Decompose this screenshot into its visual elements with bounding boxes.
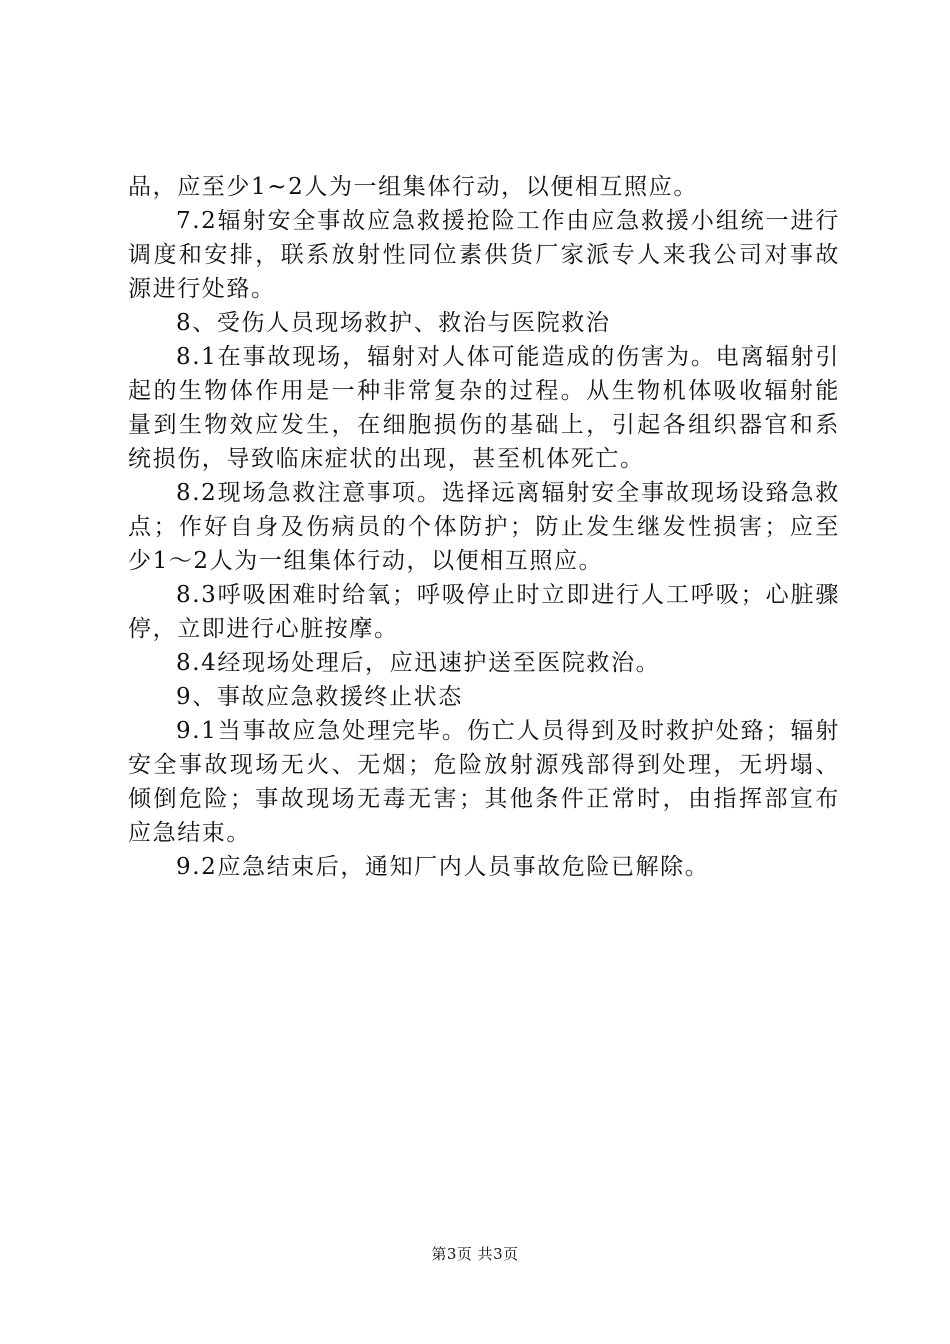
paragraph-8-1: 8.1在事故现场，辐射对人体可能造成的伤害为。电离辐射引起的生物体作用是一种非常复杂的过程。从生物机体吸收辐射能量到生物效应发生，在细胞损伤的基础上，引起各组织器官和系统损伤，导致临床症状的出现，甚至机体死亡。	[128, 344, 840, 472]
paragraph-continuation: 品，应至少1~2人为一组集体行动，以便相互照应。	[128, 174, 698, 200]
section-heading-8: 8、受伤人员现场救护、救治与医院救治	[176, 310, 611, 336]
paragraph-8-4: 8.4经现场处理后，应迅速护送至医院救治。	[176, 650, 661, 676]
section-heading-9: 9、事故应急救援终止状态	[176, 684, 463, 710]
paragraph-8-3: 8.3呼吸困难时给氧；呼吸停止时立即进行人工呼吸；心脏骤停，立即进行心脏按摩。	[128, 582, 840, 642]
paragraph-8-2: 8.2现场急救注意事项。选择远离辐射安全事故现场设臵急救点；作好自身及伤病员的个体防护；防止发生继发性损害；应至少1～2人为一组集体行动，以便相互照应。	[128, 480, 840, 574]
paragraph-9-2: 9.2应急结束后，通知厂内人员事故危险已解除。	[176, 854, 710, 880]
paragraph-7-2: 7.2辐射安全事故应急救援抢险工作由应急救援小组统一进行调度和安排，联系放射性同位素供货厂家派专人来我公司对事故源进行处臵。	[128, 208, 840, 302]
page-number-footer: 第3页 共3页	[431, 1245, 519, 1263]
document-body	[128, 170, 840, 884]
paragraph-9-1: 9.1当事故应急处理完毕。伤亡人员得到及时救护处臵；辐射安全事故现场无火、无烟；危险放射源残部得到处理，无坍塌、倾倒危险；事故现场无毒无害；其他条件正常时，由指挥部宣布应急结束。	[128, 718, 840, 846]
